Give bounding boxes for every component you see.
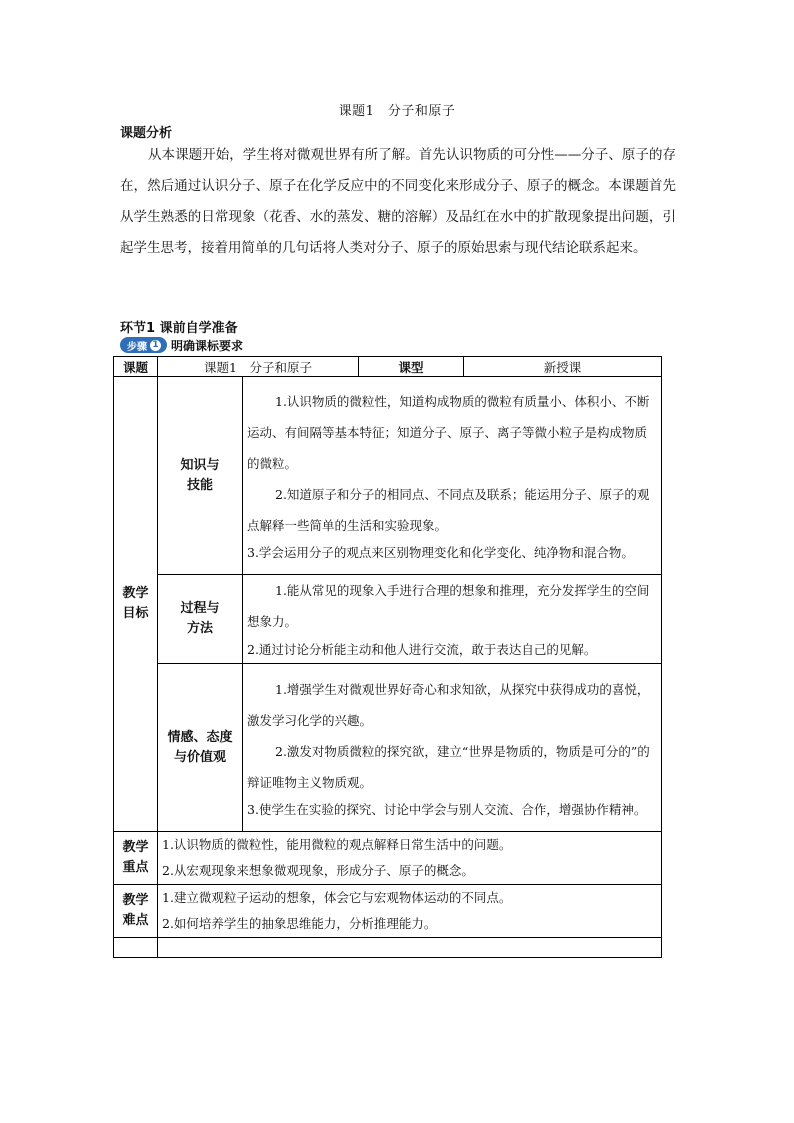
teaching-goals-table [113, 356, 662, 958]
analysis-heading: 课题分析 [120, 126, 173, 141]
difficulties-label-line1: 教学 [122, 893, 149, 908]
knowledge-label [158, 377, 243, 575]
process-label-line2: 方法 [186, 621, 213, 636]
goals-label [114, 377, 158, 832]
emotion-item-1: 1.增强学生对微观世界好奇心和求知欲，从探究中获得成功的喜悦，激发学习化学的兴趣。 [247, 681, 650, 728]
process-label [158, 575, 243, 664]
difficulties-item-2: 2.如何培养学生的抽象思维能力，分析推理能力。 [162, 916, 437, 931]
process-content [243, 575, 662, 664]
emotion-item-3: 3.使学生在实验的探究、讨论中学会与别人交流、合作，增强协作精神。 [247, 801, 647, 817]
difficulties-label [114, 885, 158, 938]
difficulties-label-line2: 难点 [122, 913, 149, 928]
goals-label-line2: 目标 [122, 606, 149, 621]
knowledge-item-3: 3.学会运用分子的观点来区别物理变化和化学变化、纯净物和混合物。 [247, 545, 634, 560]
step-badge [120, 337, 167, 353]
difficulties-row [114, 885, 662, 938]
empty-cell-right [158, 938, 662, 958]
knowledge-label-line1: 知识与 [180, 457, 220, 473]
step-title: 明确课标要求 [171, 338, 244, 353]
emotion-label-line1: 情感、态度 [167, 729, 233, 745]
section1-heading: 环节1 课前自学准备 [120, 321, 238, 336]
knowledge-label-line2: 技能 [186, 477, 213, 493]
type-value: 新授课 [464, 357, 662, 377]
emotion-row [114, 664, 662, 832]
empty-cell-left [114, 938, 158, 958]
process-row [114, 575, 662, 664]
step-row [120, 337, 243, 353]
knowledge-item-2: 2.知道原子和分子的相同点、不同点及联系；能运用分子、原子的观点解释一些简单的生活和实验现象。 [247, 487, 650, 533]
knowledge-item-1: 1.认识物质的微粒性，知道构成物质的微粒有质量小、体积小、不断运动、有间隔等基本特征；知道分子、原子、离子等微小粒子是构成物质的微粒。 [247, 394, 650, 471]
process-item-2: 2.通过讨论分析能主动和他人进行交流，敢于表达自己的见解。 [247, 642, 597, 657]
goals-label-line1: 教学 [122, 586, 149, 601]
step-label: 步骤 [127, 341, 147, 353]
difficulties-content [158, 885, 662, 938]
key-points-content [158, 832, 662, 885]
knowledge-row [114, 377, 662, 575]
step-number: 1 [150, 340, 161, 351]
emotion-label-line2: 与价值观 [173, 749, 226, 765]
key-points-label-line2: 重点 [122, 860, 149, 875]
process-item-1: 1.能从常见的现象入手进行合理的想象和推理，充分发挥学生的空间想象力。 [247, 583, 650, 629]
difficulties-item-1: 1.建立微观粒子运动的想象，体会它与宏观物体运动的不同点。 [162, 890, 512, 905]
header-row [114, 357, 662, 377]
emotion-label [158, 664, 243, 832]
emotion-content [243, 664, 662, 832]
label-course: 课题 [114, 357, 158, 377]
analysis-body: 从本课题开始，学生将对微观世界有所了解。首先认识物质的可分性——分子、原子的存在，然后通过认识分子、原子在化学反应中的不同变化来形成分子、原子的概念。本课题首先从学生熟悉的日常现象（花香、水的蒸发、糖的溶解）及品红在水中的扩散现象提出问题，引起学生思考，接着用简单的几句话将人类对分子、原子的原始思索与现代结论联系起来。 [120, 147, 676, 256]
process-label-line1: 过程与 [180, 601, 220, 616]
key-points-label-line1: 教学 [122, 840, 149, 855]
knowledge-content [243, 377, 662, 575]
page-title: 课题1 分子和原子 [338, 104, 456, 119]
key-points-row [114, 832, 662, 885]
key-points-label [114, 832, 158, 885]
key-points-item-1: 1.认识物质的微粒性，能用微粒的观点解释日常生活中的问题。 [162, 837, 512, 852]
course-value: 课题1 分子和原子 [158, 357, 359, 377]
empty-row [114, 938, 662, 958]
emotion-item-2: 2.激发对物质微粒的探究欲，建立“世界是物质的，物质是可分的”的辩证唯物主义物质观。 [247, 743, 650, 790]
label-type: 课型 [359, 357, 464, 377]
key-points-item-2: 2.从宏观现象来想象微观现象，形成分子、原子的概念。 [162, 863, 474, 878]
